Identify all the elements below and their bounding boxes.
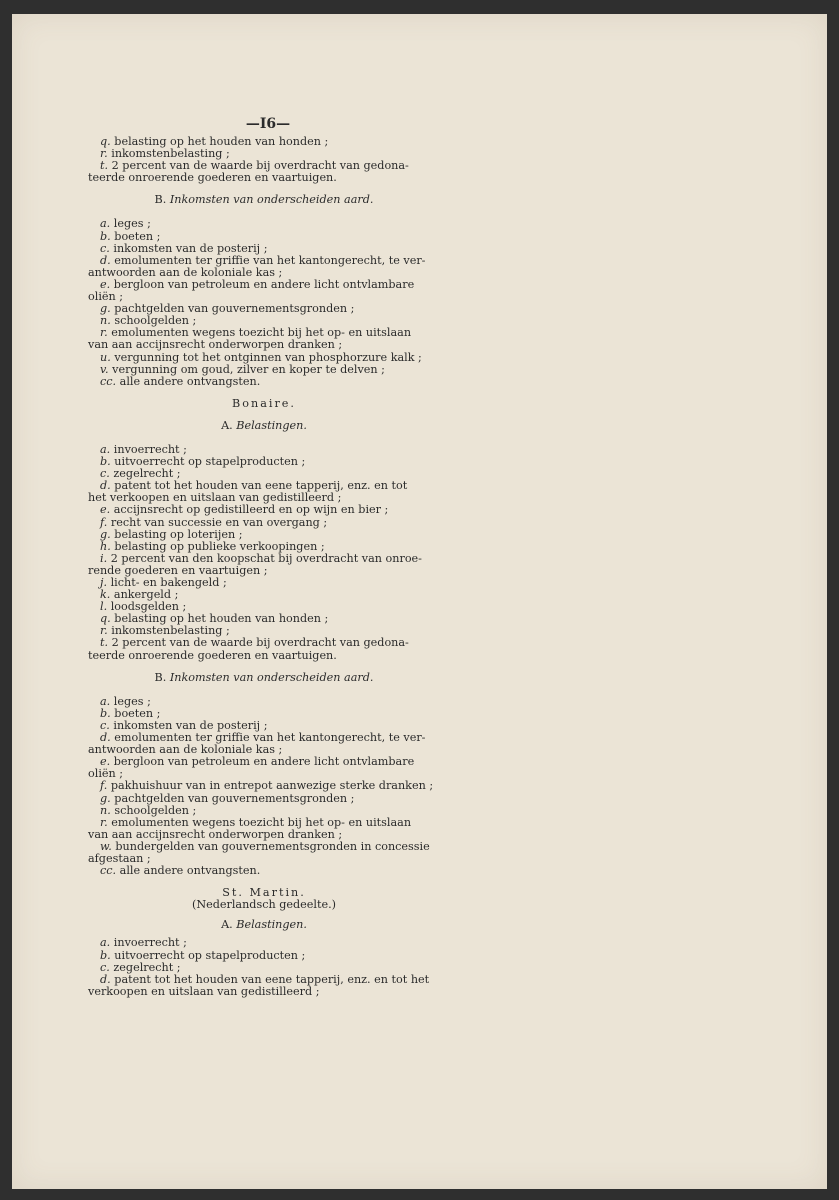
item-text: bundergelden van gouvernementsgronden in concessie <box>115 839 430 853</box>
item-label: f. <box>100 515 108 529</box>
item-text: 2 percent van de waarde bij overdracht van gedona- <box>111 636 409 650</box>
item-text: boeten ; <box>114 706 161 720</box>
item-text: uitvoerrecht op stapelproducten ; <box>114 455 306 469</box>
item-text: alle andere ontvangsten. <box>119 864 261 878</box>
document-body <box>88 114 440 998</box>
item-text: belasting op publieke verkoopingen ; <box>114 539 325 553</box>
item-label: d. <box>100 731 111 745</box>
item-text: vergunning om goud, zilver en koper te delven ; <box>112 362 385 376</box>
item-label: h. <box>100 539 111 553</box>
item-text: uitvoerrecht op stapelproducten ; <box>114 948 306 962</box>
item-text: inkomsten van de posterij ; <box>113 718 268 732</box>
item-label: j. <box>100 576 108 589</box>
item-text: leges ; <box>113 217 151 231</box>
item-text: loodsgelden ; <box>110 600 187 614</box>
item-continuation: teerde onroerende goederen en vaartuigen. <box>88 648 337 662</box>
list-item <box>88 817 440 829</box>
item-label: v. <box>100 362 109 376</box>
item-label: w. <box>100 839 112 853</box>
item-continuation: oliën ; <box>88 767 124 781</box>
item-text: boeten ; <box>114 229 161 243</box>
item-label: g. <box>100 791 111 805</box>
item-label: i. <box>100 551 108 565</box>
document-page <box>12 14 827 1189</box>
item-continuation: antwoorden aan de koloniale kas ; <box>88 265 283 279</box>
item-label: r. <box>100 815 108 829</box>
item-label: a. <box>100 694 111 708</box>
item-continuation: van aan accijnsrecht onderworpen dranken ; <box>88 338 343 352</box>
item-text: pakhuishuur van in entrepot aanwezige sterke dranken ; <box>110 779 434 793</box>
item-text: schoolgelden ; <box>114 314 197 328</box>
item-label: t. <box>100 159 109 173</box>
item-continuation: afgestaan ; <box>88 851 151 865</box>
section-heading <box>88 672 440 684</box>
section-heading <box>88 420 440 432</box>
item-text: bergloon van petroleum en andere licht ontvlambare <box>113 277 415 291</box>
item-label: cc. <box>100 374 117 388</box>
item-text: emolumenten ter griffie van het kantongerecht, te ver- <box>114 253 426 267</box>
item-text: invoerrecht ; <box>113 442 187 456</box>
item-text: inkomsten van de posterij ; <box>113 241 268 255</box>
item-text: schoolgelden ; <box>114 803 197 817</box>
item-label: e. <box>100 277 111 291</box>
item-text: accijnsrecht op gedistilleerd en op wijn en bier ; <box>113 503 389 517</box>
item-text: belasting op het houden van honden ; <box>114 612 329 626</box>
item-text: patent tot het houden van eene tapperij, enz. en tot <box>114 479 408 493</box>
item-continuation: teerde onroerende goederen en vaartuigen. <box>88 171 337 185</box>
item-text: inkomstenbelasting ; <box>111 147 230 161</box>
list-item <box>88 279 440 291</box>
item-text: belasting op het houden van honden ; <box>114 135 329 148</box>
item-continuation: verkoopen en uitslaan van gedistilleerd ; <box>88 984 320 998</box>
item-label: l. <box>100 600 108 614</box>
item-text: 2 percent van de waarde bij overdracht van gedona- <box>111 159 409 173</box>
item-continuation: oliën ; <box>88 290 124 304</box>
item-text: pachtgelden van gouvernementsgronden ; <box>114 791 355 805</box>
item-text: licht- en bakengeld ; <box>110 576 227 589</box>
island-heading-bonaire: Bonaire. <box>232 396 296 410</box>
section-heading <box>88 194 440 206</box>
item-label: b. <box>100 706 111 720</box>
item-label: n. <box>100 803 111 817</box>
section-title: Inkomsten van onderscheiden aard. <box>169 193 374 207</box>
item-text: zegelrecht ; <box>113 960 181 974</box>
item-text: inkomstenbelasting ; <box>111 624 230 638</box>
section-heading <box>88 919 440 931</box>
item-label: f. <box>100 779 108 793</box>
tax-list <box>88 444 440 662</box>
item-label: r. <box>100 147 108 161</box>
item-text: emolumenten wegens toezicht bij het op- en uitslaan <box>111 815 412 829</box>
item-continuation: van aan accijnsrecht onderworpen dranken ; <box>88 827 343 841</box>
item-label: c. <box>100 960 110 974</box>
list-item <box>88 376 440 388</box>
item-label: a. <box>100 217 111 231</box>
item-text: recht van successie en van overgang ; <box>110 515 328 529</box>
item-continuation: rende goederen en vaartuigen ; <box>88 563 268 577</box>
section-letter: B. <box>154 193 167 207</box>
item-label: e. <box>100 755 111 769</box>
item-text: zegelrecht ; <box>113 467 181 481</box>
item-continuation: het verkoopen en uitslaan van gedistilleerd ; <box>88 491 342 505</box>
item-label: d. <box>100 479 111 493</box>
item-label: a. <box>100 936 111 950</box>
item-text: pachtgelden van gouvernementsgronden ; <box>114 302 355 316</box>
item-label: g. <box>100 527 111 541</box>
section-title: Belastingen. <box>236 418 307 432</box>
list-item <box>88 637 440 649</box>
item-label: a. <box>100 442 111 456</box>
item-text: bergloon van petroleum en andere licht ontvlambare <box>113 755 415 769</box>
item-label: g. <box>100 302 111 316</box>
item-label: r. <box>100 326 108 340</box>
item-label: d. <box>100 972 111 986</box>
section-letter: A. <box>221 918 233 932</box>
continued-list <box>88 136 440 184</box>
list-item <box>88 974 440 986</box>
list-item <box>88 756 440 768</box>
section-letter: A. <box>221 418 233 432</box>
item-text: emolumenten wegens toezicht bij het op- en uitslaan <box>111 326 412 340</box>
income-list <box>88 696 440 877</box>
item-label: e. <box>100 503 111 517</box>
item-text: patent tot het houden van eene tapperij, enz. en tot het <box>114 972 430 986</box>
item-text: invoerrecht ; <box>113 936 187 950</box>
island-heading-st-martin: St. Martin. <box>222 886 306 900</box>
item-text: 2 percent van den koopschat bij overdracht van onroe- <box>110 551 422 565</box>
item-label: u. <box>100 350 111 364</box>
item-label: d. <box>100 253 111 267</box>
item-label: b. <box>100 948 111 962</box>
income-list <box>88 218 440 387</box>
item-label: c. <box>100 467 110 481</box>
item-label: b. <box>100 229 111 243</box>
page-number: —I6— <box>245 116 291 132</box>
item-label: k. <box>100 588 111 602</box>
item-label: n. <box>100 314 111 328</box>
item-text: vergunning tot het ontginnen van phosphorzure kalk ; <box>114 350 422 364</box>
item-label: b. <box>100 455 111 469</box>
item-text: alle andere ontvangsten. <box>119 374 261 388</box>
section-title: Belastingen. <box>236 918 307 932</box>
item-label: cc. <box>100 864 117 878</box>
item-label: c. <box>100 718 110 732</box>
item-text: belasting op loterijen ; <box>114 527 243 541</box>
item-text: ankergeld ; <box>113 588 179 602</box>
list-item <box>88 865 440 877</box>
item-text: leges ; <box>113 694 151 708</box>
item-label: q. <box>100 135 111 148</box>
item-label: r. <box>100 624 108 638</box>
item-continuation: antwoorden aan de koloniale kas ; <box>88 743 283 757</box>
item-label: t. <box>100 636 109 650</box>
item-label: q. <box>100 612 111 626</box>
item-text: emolumenten ter griffie van het kantongerecht, te ver- <box>114 731 426 745</box>
section-letter: B. <box>154 670 167 684</box>
item-label: c. <box>100 241 110 255</box>
section-title: Inkomsten van onderscheiden aard. <box>169 670 374 684</box>
island-subtitle: (Nederlandsch gedeelte.) <box>191 898 337 912</box>
tax-list <box>88 937 440 997</box>
